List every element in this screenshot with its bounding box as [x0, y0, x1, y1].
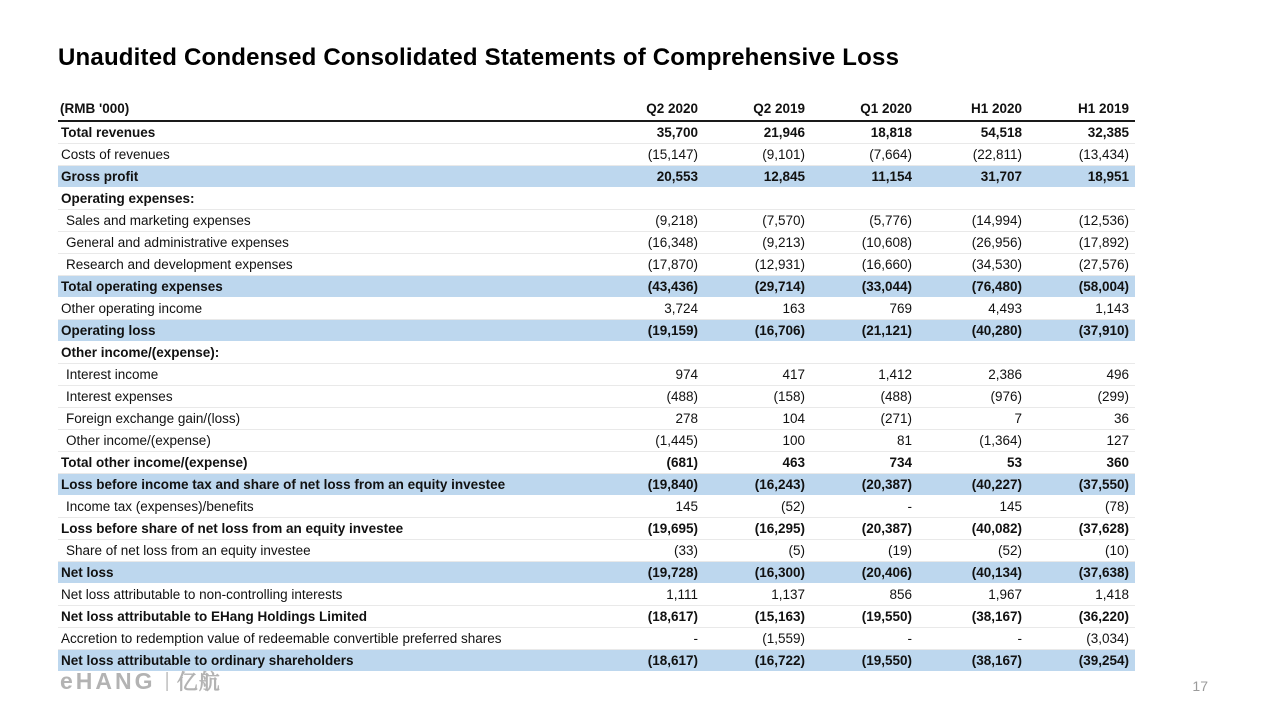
row-value: (76,480) [971, 279, 1022, 294]
row-value: 104 [704, 408, 811, 430]
row-value: (16,243) [754, 477, 805, 492]
row-value: (7,664) [811, 144, 918, 166]
row-value: (37,910) [1078, 323, 1129, 338]
row-value: 20,553 [656, 169, 698, 184]
row-value: (18,617) [647, 653, 698, 668]
row-value: (20,387) [811, 518, 918, 540]
row-value: 1,137 [704, 584, 811, 606]
table-row [58, 276, 1135, 298]
table-header-row [58, 99, 1135, 121]
row-value: (17,870) [598, 254, 704, 276]
row-value: (40,082) [918, 518, 1028, 540]
row-value: (19,695) [598, 518, 704, 540]
table-row [58, 518, 1135, 540]
row-value [1028, 342, 1135, 364]
row-value: 417 [704, 364, 811, 386]
row-value: (37,628) [1028, 518, 1135, 540]
row-value: (27,576) [1028, 254, 1135, 276]
table-row [58, 474, 1135, 496]
row-label: Net loss attributable to non-controlling interests [58, 584, 598, 606]
row-label: Other income/(expense): [58, 342, 598, 364]
table-row [58, 298, 1135, 320]
row-value: 734 [811, 452, 918, 474]
row-value [704, 342, 811, 364]
row-value: (36,220) [1028, 606, 1135, 628]
table-row [58, 254, 1135, 276]
row-value: 360 [1028, 452, 1135, 474]
unit-label: (RMB '000) [58, 99, 598, 121]
row-value: 974 [598, 364, 704, 386]
row-value: (38,167) [971, 653, 1022, 668]
table-row [58, 430, 1135, 452]
row-value: (33,044) [861, 279, 912, 294]
row-value: (10,608) [811, 232, 918, 254]
ehang-logo-cjk: 亿航 [176, 671, 221, 694]
row-value: (14,994) [918, 210, 1028, 232]
table-row [58, 232, 1135, 254]
row-value: (33) [598, 540, 704, 562]
row-label: Foreign exchange gain/(loss) [58, 408, 598, 430]
row-label: Net loss attributable to EHang Holdings Limited [58, 606, 598, 628]
ehang-logo [60, 666, 221, 696]
row-label: Other income/(expense) [58, 430, 598, 452]
row-value: (40,227) [971, 477, 1022, 492]
row-value: (9,213) [704, 232, 811, 254]
row-value: (58,004) [1078, 279, 1129, 294]
page-number: 17 [1192, 678, 1208, 694]
table-row [58, 452, 1135, 474]
row-label: Share of net loss from an equity investee [58, 540, 598, 562]
row-value: (12,536) [1028, 210, 1135, 232]
page-title: Unaudited Condensed Consolidated Statements of Comprehensive Loss [58, 44, 900, 71]
row-value: (26,956) [918, 232, 1028, 254]
row-value: (19) [811, 540, 918, 562]
row-value: (40,280) [971, 323, 1022, 338]
table-row [58, 408, 1135, 430]
table-row [58, 166, 1135, 188]
row-value: 4,493 [918, 298, 1028, 320]
financial-table-container [58, 99, 1135, 672]
row-label: Costs of revenues [58, 144, 598, 166]
row-value: (10) [1028, 540, 1135, 562]
column-header-q1-2020: Q1 2020 [811, 99, 918, 121]
row-label: Loss before income tax and share of net loss from an equity investee [61, 477, 506, 492]
row-value: (20,406) [861, 565, 912, 580]
row-label: Interest income [58, 364, 598, 386]
row-value: - [811, 496, 918, 518]
column-header-h1-2020: H1 2020 [918, 99, 1028, 121]
column-header-h1-2019: H1 2019 [1028, 99, 1135, 121]
row-value [918, 342, 1028, 364]
table-row [58, 584, 1135, 606]
row-label: General and administrative expenses [58, 232, 598, 254]
row-value: (15,163) [704, 606, 811, 628]
row-value: 1,111 [598, 584, 704, 606]
row-value: 36 [1028, 408, 1135, 430]
row-value: 12,845 [763, 169, 805, 184]
row-value: (19,550) [811, 606, 918, 628]
table-row [58, 320, 1135, 342]
row-value: 1,412 [811, 364, 918, 386]
row-value: (43,436) [647, 279, 698, 294]
row-label: Sales and marketing expenses [58, 210, 598, 232]
row-value: (17,892) [1028, 232, 1135, 254]
row-value: - [811, 628, 918, 650]
row-value: (12,931) [704, 254, 811, 276]
ehang-logo-divider: | [164, 669, 170, 692]
row-value: 3,724 [598, 298, 704, 320]
row-label: Net loss [61, 565, 114, 580]
row-value: (158) [704, 386, 811, 408]
row-value [598, 188, 704, 210]
row-label: Net loss attributable to ordinary shareholders [61, 653, 354, 668]
row-value: 856 [811, 584, 918, 606]
row-value: 1,418 [1028, 584, 1135, 606]
row-value: (13,434) [1028, 144, 1135, 166]
row-value: (19,728) [647, 565, 698, 580]
row-value: 1,967 [918, 584, 1028, 606]
row-value: 463 [704, 452, 811, 474]
row-value: (16,348) [598, 232, 704, 254]
row-value: (18,617) [598, 606, 704, 628]
row-value: 7 [918, 408, 1028, 430]
table-row [58, 606, 1135, 628]
row-value: (488) [811, 386, 918, 408]
row-value: (271) [811, 408, 918, 430]
row-label: Operating loss [61, 323, 156, 338]
row-value [1028, 188, 1135, 210]
row-value: (9,101) [704, 144, 811, 166]
row-value: (16,706) [754, 323, 805, 338]
column-header-q2-2020: Q2 2020 [598, 99, 704, 121]
table-row [58, 562, 1135, 584]
row-value: (16,722) [754, 653, 805, 668]
row-value: - [918, 628, 1028, 650]
row-value: (37,638) [1078, 565, 1129, 580]
table-row [58, 121, 1135, 144]
row-value: 18,951 [1087, 169, 1129, 184]
row-value: (16,300) [754, 565, 805, 580]
row-label: Loss before share of net loss from an equity investee [58, 518, 598, 540]
row-value: (19,840) [647, 477, 698, 492]
row-label: Total other income/(expense) [58, 452, 598, 474]
row-value: - [598, 628, 704, 650]
row-value: 278 [598, 408, 704, 430]
row-value [918, 188, 1028, 210]
row-value: (16,295) [704, 518, 811, 540]
row-value: (52) [704, 496, 811, 518]
row-value: 32,385 [1028, 121, 1135, 144]
row-value: (78) [1028, 496, 1135, 518]
row-value: 54,518 [918, 121, 1028, 144]
row-value: (38,167) [918, 606, 1028, 628]
row-value: (16,660) [811, 254, 918, 276]
row-value: 21,946 [704, 121, 811, 144]
row-value: (21,121) [861, 323, 912, 338]
row-value: (1,445) [598, 430, 704, 452]
table-row [58, 342, 1135, 364]
row-value: 81 [811, 430, 918, 452]
row-value: (52) [918, 540, 1028, 562]
row-value: 11,154 [871, 169, 912, 184]
row-value: 145 [918, 496, 1028, 518]
row-value: (9,218) [598, 210, 704, 232]
row-value: 31,707 [980, 169, 1022, 184]
row-value: (29,714) [754, 279, 805, 294]
row-label: Income tax (expenses)/benefits [58, 496, 598, 518]
row-label: Gross profit [61, 169, 139, 184]
row-value: 2,386 [918, 364, 1028, 386]
row-value: 1,143 [1028, 298, 1135, 320]
table-row [58, 188, 1135, 210]
row-value: 769 [811, 298, 918, 320]
table-row [58, 210, 1135, 232]
row-label: Operating expenses: [58, 188, 598, 210]
table-body [58, 121, 1135, 672]
row-value: (7,570) [704, 210, 811, 232]
row-value: (1,364) [918, 430, 1028, 452]
row-value: (20,387) [861, 477, 912, 492]
row-label: Other operating income [58, 298, 598, 320]
row-value: (1,559) [704, 628, 811, 650]
row-value [704, 188, 811, 210]
row-value: (976) [918, 386, 1028, 408]
row-value: 100 [704, 430, 811, 452]
table-row [58, 628, 1135, 650]
row-value: (5) [704, 540, 811, 562]
row-value: (19,159) [647, 323, 698, 338]
table-row [58, 386, 1135, 408]
row-value: (22,811) [918, 144, 1028, 166]
row-label: Interest expenses [58, 386, 598, 408]
row-value: 496 [1028, 364, 1135, 386]
row-value: (5,776) [811, 210, 918, 232]
row-value: (3,034) [1028, 628, 1135, 650]
row-value: 35,700 [598, 121, 704, 144]
column-header-q2-2019: Q2 2019 [704, 99, 811, 121]
row-value: 145 [598, 496, 704, 518]
row-value: (19,550) [861, 653, 912, 668]
table-row [58, 144, 1135, 166]
row-value: 163 [704, 298, 811, 320]
row-value: (39,254) [1078, 653, 1129, 668]
row-label: Total revenues [58, 121, 598, 144]
table-row [58, 540, 1135, 562]
row-value [598, 342, 704, 364]
row-label: Research and development expenses [58, 254, 598, 276]
row-value: (488) [598, 386, 704, 408]
row-label: Accretion to redemption value of redeemable convertible preferred shares [58, 628, 598, 650]
row-value: 127 [1028, 430, 1135, 452]
row-value: (681) [598, 452, 704, 474]
row-value: 53 [918, 452, 1028, 474]
row-value [811, 342, 918, 364]
ehang-logo-latin: eHANG [60, 667, 156, 694]
table-row [58, 496, 1135, 518]
row-value [811, 188, 918, 210]
row-value: (40,134) [971, 565, 1022, 580]
financial-table [58, 99, 1135, 672]
row-label: Total operating expenses [61, 279, 223, 294]
row-value: (15,147) [598, 144, 704, 166]
row-value: (37,550) [1078, 477, 1129, 492]
row-value: 18,818 [811, 121, 918, 144]
table-row [58, 364, 1135, 386]
row-value: (299) [1028, 386, 1135, 408]
row-value: (34,530) [918, 254, 1028, 276]
